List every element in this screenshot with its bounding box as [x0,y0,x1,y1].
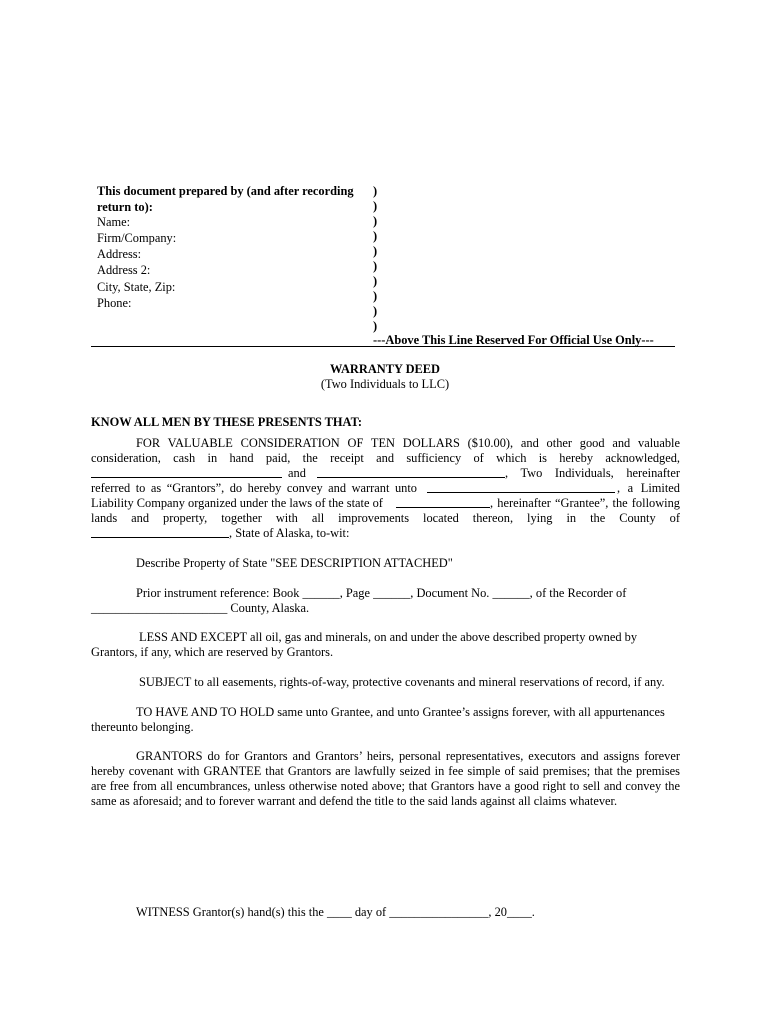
grantors-covenant-line4: same as aforesaid; and to forever warrant and defend the title to the said lands against all claims whatever. [91,794,618,808]
describe-property: Describe Property of State "SEE DESCRIPTION ATTACHED" [136,556,453,570]
document-title: WARRANTY DEED [329,362,441,376]
bracket-paren: ) [373,229,378,243]
field-phone-label: Phone: [97,296,132,310]
document-subtitle: (Two Individuals to LLC) [320,377,450,391]
bracket-paren: ) [373,244,378,258]
field-firm-label: Firm/Company: [97,231,177,245]
prior-reference-line2: ______________________ County, Alaska. [91,601,310,615]
grantee-following-text: , hereinafter “Grantee”, the following [490,496,680,510]
subject-clause: SUBJECT to all easements, rights-of-way, protective covenants and mineral reservations of record, if any. [139,675,665,689]
to-have-line2: thereunto belonging. [91,720,194,734]
state-blank[interactable] [396,496,490,508]
convey-warrant-text: referred to as “Grantors”, do hereby convey and warrant unto [91,481,417,495]
witness-line: WITNESS Grantor(s) hand(s) this the ____ day of ________________, 20____. [136,905,535,919]
less-except-line1: LESS AND EXCEPT all oil, gas and minerals, on and under the above described property owned by [139,630,638,644]
bracket-paren: ) [373,214,378,228]
grantors-covenant-line2: hereby covenant with GRANTEE that Grantors are lawfully seized in fee simple of said premises; that the premises [91,764,680,778]
field-name-label: Name: [97,215,131,229]
llc-state-text: Liability Company organized under the laws of the state of [91,496,383,510]
prepared-by-line2: return to): [97,200,153,214]
grantor2-blank[interactable] [317,466,505,478]
two-individuals-text: , Two Individuals, hereinafter [505,466,680,480]
know-all-heading: KNOW ALL MEN BY THESE PRESENTS THAT: [91,415,363,429]
bracket-paren: ) [373,199,378,213]
grantor1-blank[interactable] [91,466,282,478]
bracket-paren: ) [373,184,378,198]
grantors-covenant-line3: are free from all encumbrances, unless otherwise noted above; that Grantors have a good right to sell and convey the [91,779,680,793]
field-address-label: Address: [97,247,142,261]
consideration-line1: FOR VALUABLE CONSIDERATION OF TEN DOLLARS ($10.00), and other good and valuable [136,436,680,450]
bracket-paren: ) [373,319,378,333]
prepared-by-line1: This document prepared by (and after recording [97,184,354,198]
consideration-line7 [91,526,491,541]
state-of-alaska-text: , State of Alaska, to-wit: [229,526,350,540]
reserved-divider [91,346,675,347]
bracket-paren: ) [373,274,378,288]
consideration-line6: lands and property, together with all improvements located thereon, lying in the County of [91,511,680,525]
consideration-line3 [91,466,680,481]
prior-reference-line1: Prior instrument reference: Book ______, Page ______, Document No. ______, of the Recorder of [136,586,627,600]
consideration-line2: consideration, cash in hand paid, the receipt and sufficiency of which is hereby acknowledged, [91,451,680,465]
grantee-name-blank[interactable] [427,481,615,493]
bracket-paren: ) [373,289,378,303]
less-except-line2: Grantors, if any, which are reserved by Grantors. [91,645,334,659]
to-have-line1: TO HAVE AND TO HOLD same unto Grantee, and unto Grantee’s assigns forever, with all appurtenances [136,705,665,719]
bracket-paren: ) [373,304,378,318]
consideration-line5 [91,496,680,511]
consideration-line4 [91,481,680,496]
field-address2-label: Address 2: [97,263,151,277]
county-blank[interactable] [91,526,229,538]
bracket-paren: ) [373,259,378,273]
and-text: and [288,466,306,480]
grantors-covenant-line1: GRANTORS do for Grantors and Grantors’ heirs, personal representatives, executors and assigns forever [136,749,680,763]
reserved-line-text: ---Above This Line Reserved For Official Use Only--- [373,333,654,347]
limited-text: , a Limited [617,481,680,495]
field-city-state-zip-label: City, State, Zip: [97,280,176,294]
